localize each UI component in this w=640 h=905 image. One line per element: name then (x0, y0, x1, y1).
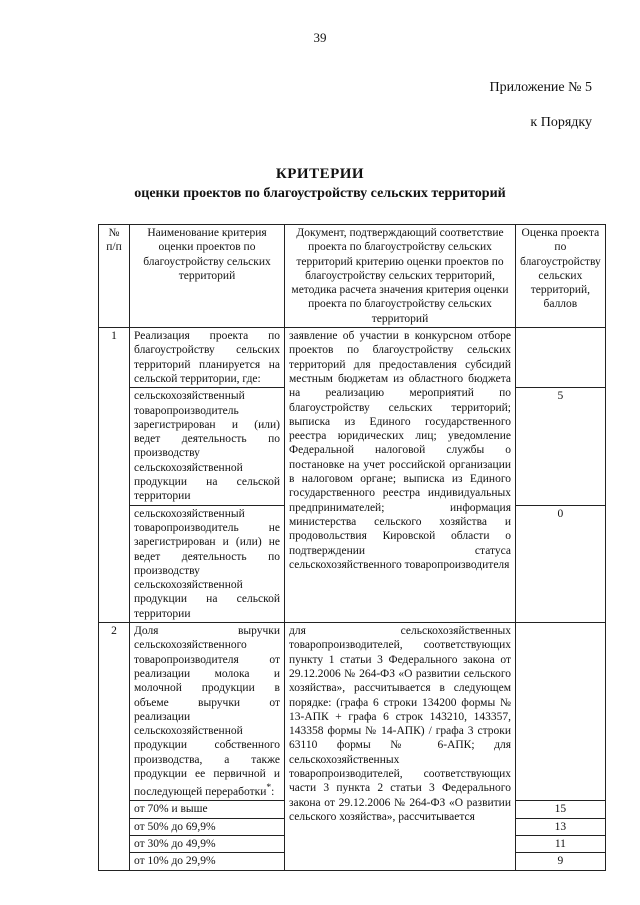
header-criterion: Наименование критерия оценки проектов по благоустройству сельских территорий (130, 225, 285, 328)
score-cell: 9 (516, 853, 606, 870)
header-document: Документ, подтверждающий соответствие проекта по благоустройству сельских территорий критерию оценки проектов по благоустройству сельских территорий, методика расчета значения критерия оценки проекта по благоустройству сельских территорий (285, 225, 516, 328)
criterion-text (130, 623, 285, 801)
document-title: КРИТЕРИИ (275, 166, 365, 182)
appendix-number: Приложение № 5 (489, 80, 592, 95)
score-cell (516, 623, 606, 801)
criterion-option: от 50% до 69,9% (130, 818, 285, 835)
table-row (99, 623, 606, 801)
criterion-text: Реализация проекта по благоустройству сельских территорий планируется на сельской территории, где: (130, 328, 285, 388)
criterion-option: от 30% до 49,9% (130, 836, 285, 853)
criteria-table (98, 224, 606, 871)
score-cell: 0 (516, 505, 606, 622)
score-cell: 11 (516, 836, 606, 853)
page-number: 39 (313, 30, 327, 45)
document-subtitle: оценки проектов по благоустройству сельских территорий (134, 186, 506, 201)
criterion-option: сельскохозяйственный товаропроизводитель не зарегистрирован и (или) не ведет деятельность по производству сельскохозяйственной продукции на сельской территории (130, 505, 285, 622)
score-cell: 13 (516, 818, 606, 835)
criterion-option: от 10% до 29,9% (130, 853, 285, 870)
document-text: для сельскохозяйственных товаропроизводителей, соответствующих пункту 1 статьи 3 Федерального закона от 29.12.2006 № 264-ФЗ «О развитии сельского хозяйства», рассчитывается в следующем порядке: (графа 6 строки 134200 формы № 13-АПК + графа 6 строк 143210, 143357, 143358 формы № 14-АПК) / графа 3 строки 63110 формы № 6-АПК; для сельскохозяйственных товаропроизводителей, соответствующих части 3 пункта 2 статьи 3 Федерального закона от 29.12.2006 № 264-ФЗ «О развитии сельского хозяйства», рассчитывается (285, 623, 516, 871)
criterion-option: от 70% и выше (130, 801, 285, 818)
score-cell: 5 (516, 388, 606, 505)
table-header-row (99, 225, 606, 328)
table-row (99, 328, 606, 388)
criterion-colon: : (271, 786, 275, 799)
score-cell (516, 328, 606, 388)
document-text: заявление об участии в конкурсном отборе проектов по благоустройству сельских территорий для предоставления субсидий местным бюджетам из областного бюджета на реализацию мероприятий по благоустройству сельских территорий; выписка из Единого государственного реестра юридических лиц; уведомление Федеральной налоговой службы о постановке на учет российской организации в налоговом органе; выписка из Единого государственного реестра индивидуальных предпринимателей; информация министерства сельского хозяйства и продовольствия Кировской области о подтверждении статуса сельскохозяйственного товаропроизводителя (285, 328, 516, 623)
row-number: 2 (99, 623, 130, 871)
header-score: Оценка проекта по благоустройству сельских территорий, баллов (516, 225, 606, 328)
row-number: 1 (99, 328, 130, 623)
criterion-option: сельскохозяйственный товаропроизводитель зарегистрирован и (или) ведет деятельность по производству сельскохозяйственной продукции на сельской территории (130, 388, 285, 505)
criterion-body: Доля выручки сельскохозяйственного товаропроизводителя от реализации молока и молочной продукции в объеме выручки от реализации сельскохозяйственной продукции собственного производства, а также продукции ее первичной и последующей переработки (134, 625, 280, 799)
appendix-reference: к Порядку (530, 115, 592, 130)
footnote-mark: * (266, 782, 272, 794)
header-number: № п/п (99, 225, 130, 328)
score-cell: 15 (516, 801, 606, 818)
